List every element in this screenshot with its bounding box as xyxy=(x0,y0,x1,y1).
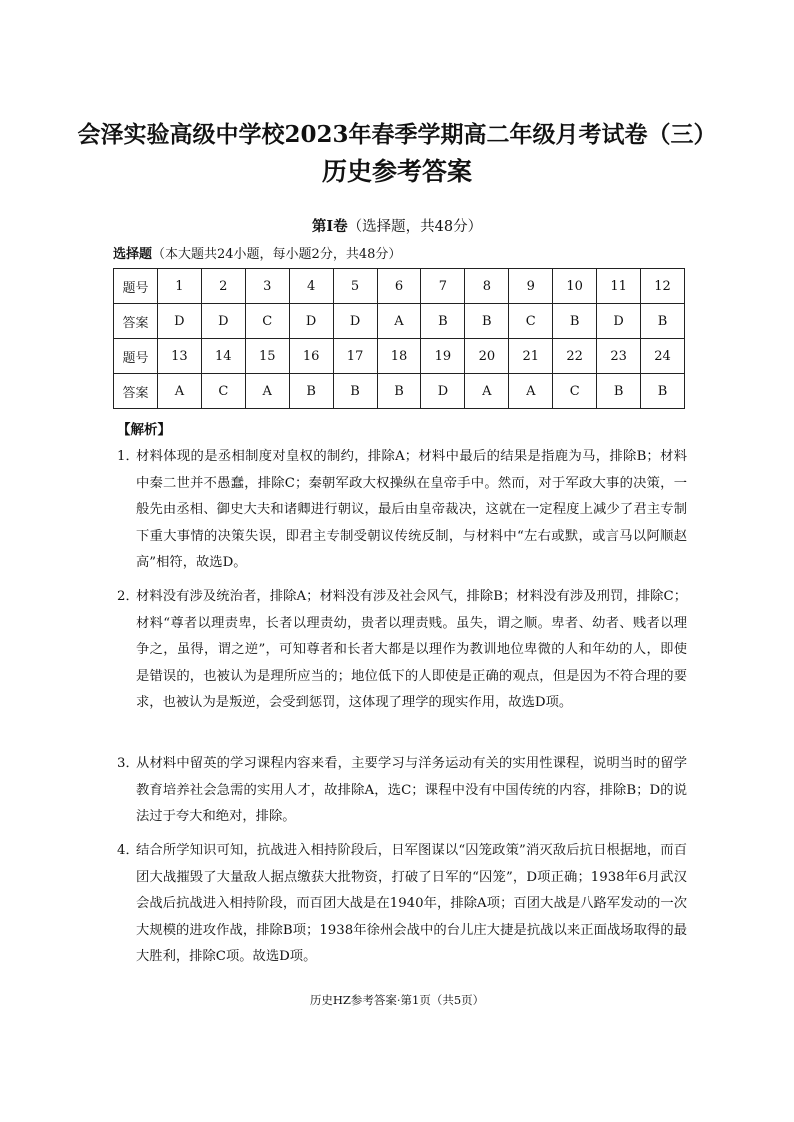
analysis-item-4 xyxy=(117,838,687,971)
table-caption-desc: （本大题共24小题，每小题2分，共48分） xyxy=(152,247,402,262)
table-cell: 11 xyxy=(597,269,641,304)
section-label: 第Ⅰ卷 xyxy=(311,218,348,235)
item-number: 4． xyxy=(117,843,139,858)
item-text: 从材料中留英的学习课程内容来看，主要学习与洋务运动有关的实用性课程，说明当时的留学教育培养社会急需的实用人才，故排除A，选C；课程中没有中国传统的内容，排除B；D的说法过于夸大和绝对，排除。 xyxy=(136,756,687,824)
table-cell: A xyxy=(377,304,421,339)
item-number: 2． xyxy=(117,589,139,604)
table-cell: 9 xyxy=(509,269,553,304)
analysis-item-1 xyxy=(117,444,687,577)
table-cell: B xyxy=(333,374,377,409)
table-row xyxy=(114,269,685,304)
row-header-cell: 题号 xyxy=(114,269,158,304)
table-cell: 8 xyxy=(465,269,509,304)
table-cell: B xyxy=(641,304,685,339)
table-cell: 14 xyxy=(201,339,245,374)
item-text: 结合所学知识可知，抗战进入相持阶段后，日军图谋以“囚笼政策”消灭敌后抗日根据地，而百团大战摧毁了大量敌人据点缴获大批物资，打破了日军的“囚笼”，D项正确；1938年6月武汉会战后抗战进入相持阶段，而百团大战是在1940年，排除A项；百团大战是八路军发动的一次大规模的进攻作战，排除B项；1938年徐州会战中的台儿庄大捷是抗战以来正面战场取得的最大胜利，排除C项。故选D项。 xyxy=(136,843,687,964)
table-cell: B xyxy=(641,374,685,409)
table-row xyxy=(114,374,685,409)
table-cell: 15 xyxy=(245,339,289,374)
table-cell: 4 xyxy=(289,269,333,304)
table-cell: 21 xyxy=(509,339,553,374)
item-number: 1． xyxy=(117,449,139,464)
table-cell: C xyxy=(509,304,553,339)
table-cell: 20 xyxy=(465,339,509,374)
table-row xyxy=(114,304,685,339)
table-cell: 6 xyxy=(377,269,421,304)
row-header-cell: 答案 xyxy=(114,304,158,339)
table-cell: A xyxy=(509,374,553,409)
table-cell: 19 xyxy=(421,339,465,374)
analysis-item-2 xyxy=(117,584,687,717)
analysis-heading: 【解析】 xyxy=(117,422,171,438)
item-text: 材料体现的是丞相制度对皇权的制约，排除A；材料中最后的结果是指鹿为马，排除B；材料中秦二世并不愚蠢，排除C；秦朝军政大权操纵在皇帝手中。然而，对于军政大事的决策，一般先由丞相、御史大夫和诸卿进行朝议，最后由皇帝裁决，这就在一定程度上减少了君主专制下重大事情的决策失误，即君主专制受朝议传统反制，与材料中“左右或默，或言马以阿顺赵高”相符，故选D。 xyxy=(136,449,687,570)
table-cell: A xyxy=(245,374,289,409)
table-cell: 23 xyxy=(597,339,641,374)
section-title xyxy=(0,215,794,236)
table-caption xyxy=(113,243,401,262)
table-cell: 12 xyxy=(641,269,685,304)
row-header-cell: 题号 xyxy=(114,339,158,374)
table-row xyxy=(114,339,685,374)
table-cell: 16 xyxy=(289,339,333,374)
item-text: 材料没有涉及统治者，排除A；材料没有涉及社会风气，排除B；材料没有涉及刑罚，排除C；材料“尊者以理责卑，长者以理责幼，贵者以理责贱。虽失，谓之顺。卑者、幼者、贱者以理争之，虽得，谓之逆”，可知尊者和长者大都是以理作为教训地位卑微的人和年幼的人，即使是错误的，也被认为是理所应当的；地位低下的人即使是正确的观点，但是因为不符合理的要求，也被认为是叛逆，会受到惩罚，这体现了理学的现实作用，故选D项。 xyxy=(136,589,687,710)
table-cell: 5 xyxy=(333,269,377,304)
table-cell: B xyxy=(465,304,509,339)
table-cell: D xyxy=(421,374,465,409)
table-cell: 18 xyxy=(377,339,421,374)
table-cell: B xyxy=(289,374,333,409)
section-desc: （选择题，共48分） xyxy=(347,219,483,235)
row-header-cell: 答案 xyxy=(114,374,158,409)
table-cell: 22 xyxy=(553,339,597,374)
table-cell: 2 xyxy=(201,269,245,304)
answer-title: 历史参考答案 xyxy=(321,157,472,186)
page-footer: 历史HZ参考答案·第1页（共5页） xyxy=(309,993,485,1007)
table-cell: A xyxy=(465,374,509,409)
table-cell: D xyxy=(333,304,377,339)
table-cell: C xyxy=(553,374,597,409)
analysis-item-3 xyxy=(117,751,687,831)
table-cell: 10 xyxy=(553,269,597,304)
answer-table xyxy=(113,268,685,409)
table-cell: D xyxy=(597,304,641,339)
table-caption-label: 选择题 xyxy=(113,247,153,262)
table-cell: 13 xyxy=(157,339,201,374)
table-cell: D xyxy=(157,304,201,339)
item-number: 3． xyxy=(117,756,139,771)
table-cell: A xyxy=(157,374,201,409)
table-cell: C xyxy=(245,304,289,339)
table-cell: 7 xyxy=(421,269,465,304)
table-cell: D xyxy=(289,304,333,339)
table-cell: B xyxy=(553,304,597,339)
table-cell: B xyxy=(421,304,465,339)
table-cell: B xyxy=(597,374,641,409)
table-cell: D xyxy=(201,304,245,339)
table-cell: 24 xyxy=(641,339,685,374)
table-cell: C xyxy=(201,374,245,409)
table-cell: 1 xyxy=(157,269,201,304)
exam-title: 会泽实验高级中学校2023年春季学期高二年级月考试卷（三） xyxy=(77,121,717,148)
table-cell: 3 xyxy=(245,269,289,304)
table-cell: B xyxy=(377,374,421,409)
table-cell: 17 xyxy=(333,339,377,374)
